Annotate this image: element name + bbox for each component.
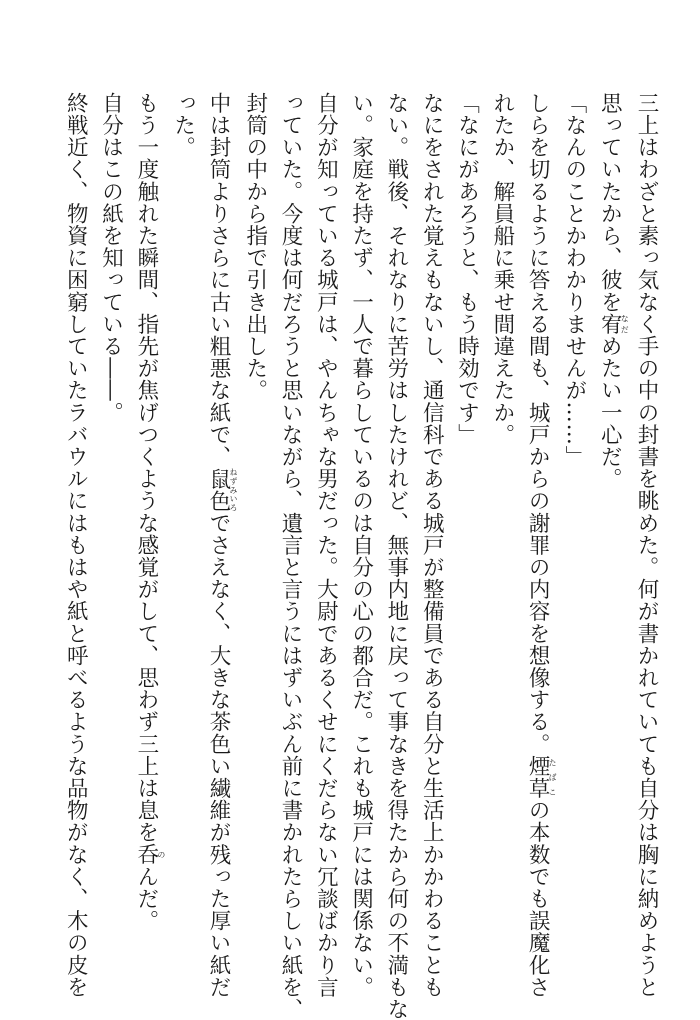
text-run: っていた。今度は何だろうと思いながら、遺言と言うにはずいぶん前に書かれたらしい紙を、 xyxy=(278,92,304,1020)
text-column xyxy=(201,92,238,999)
text-column xyxy=(273,92,308,1020)
text-run: ない。戦後、それなりに苦労はしたけれど、無事内地に戻って事なきを得たから何の不満もな xyxy=(383,92,409,1020)
text-run: 「なんのことかわかりませんが……」 xyxy=(561,92,587,468)
text-column xyxy=(414,92,449,999)
text-column xyxy=(592,92,629,972)
ruby-base: 宥 xyxy=(597,313,623,336)
text-run: 中は封筒よりさらに古い粗悪な紙で、 xyxy=(205,92,231,468)
ruby-reading: の xyxy=(156,843,166,866)
text-column xyxy=(449,92,484,972)
ruby-annotation xyxy=(205,467,238,512)
text-run: 自分が知っている城戸は、やんちゃな男だった。大尉であるくせにくだらない冗談ばかり言 xyxy=(313,92,339,999)
text-column xyxy=(129,92,166,972)
text-run: なにをされた覚えもないし、通信科である城戸が整備員である自分と生活上かかわることも xyxy=(419,92,445,999)
text-column xyxy=(58,92,93,999)
ruby-annotation xyxy=(525,755,558,800)
text-run: の本数でも誤魔化さ xyxy=(525,799,551,999)
text-column xyxy=(485,92,520,972)
text-column xyxy=(557,92,592,972)
text-run: れたか、解員船に乗せ間違えたか。 xyxy=(489,92,515,446)
text-run: った。 xyxy=(170,92,196,159)
ruby-annotation xyxy=(133,843,166,866)
text-run: でさえなく、大きな茶色い繊維が残った厚い紙だ xyxy=(205,511,231,999)
text-column xyxy=(93,92,128,972)
ruby-reading: たばこ xyxy=(548,755,558,800)
text-run: 三上はわざと素っ気なく手の中の封書を眺めた。何が書かれていても自分は胸に納めようと xyxy=(634,92,659,999)
text-column xyxy=(237,92,272,972)
text-run: しらを切るように答える間も、城戸からの謝罪の内容を想像する。 xyxy=(525,92,551,755)
ruby-annotation xyxy=(597,313,630,336)
ruby-base: 呑 xyxy=(133,843,159,866)
text-run: めたい一心だ。 xyxy=(597,335,623,490)
text-column xyxy=(520,92,558,999)
ruby-base: 鼠色 xyxy=(205,467,231,512)
text-run: 自分はこの紙を知っている――。 xyxy=(98,92,124,424)
text-run: 封筒の中から指で引き出した。 xyxy=(242,92,268,402)
ruby-base: 煙草 xyxy=(525,755,551,800)
text-run: い。家庭を持たず、一人で暮らしているのは自分の心の都合だ。これも城戸には関係ない。 xyxy=(348,92,374,999)
text-column xyxy=(379,92,414,1020)
text-run: 思っていたから、彼を xyxy=(597,92,623,313)
text-run: もう一度触れた瞬間、指先が焦げつくような感覚がして、思わず三上は息を xyxy=(133,92,159,844)
ruby-reading: ねずみいろ xyxy=(228,467,238,512)
text-run: 終戦近く、物資に困窮していたラバウルにはもはや紙と呼べるような品物がなく、木の皮を xyxy=(63,92,89,999)
text-run: 「なにがあろうと、もう時効です」 xyxy=(454,92,480,446)
ruby-reading: なだ xyxy=(620,313,630,336)
text-column xyxy=(165,92,200,972)
text-column xyxy=(308,92,343,999)
text-column xyxy=(629,92,664,999)
vertical-text-body xyxy=(58,92,664,1020)
text-run: んだ。 xyxy=(133,865,159,932)
text-column xyxy=(343,92,378,999)
